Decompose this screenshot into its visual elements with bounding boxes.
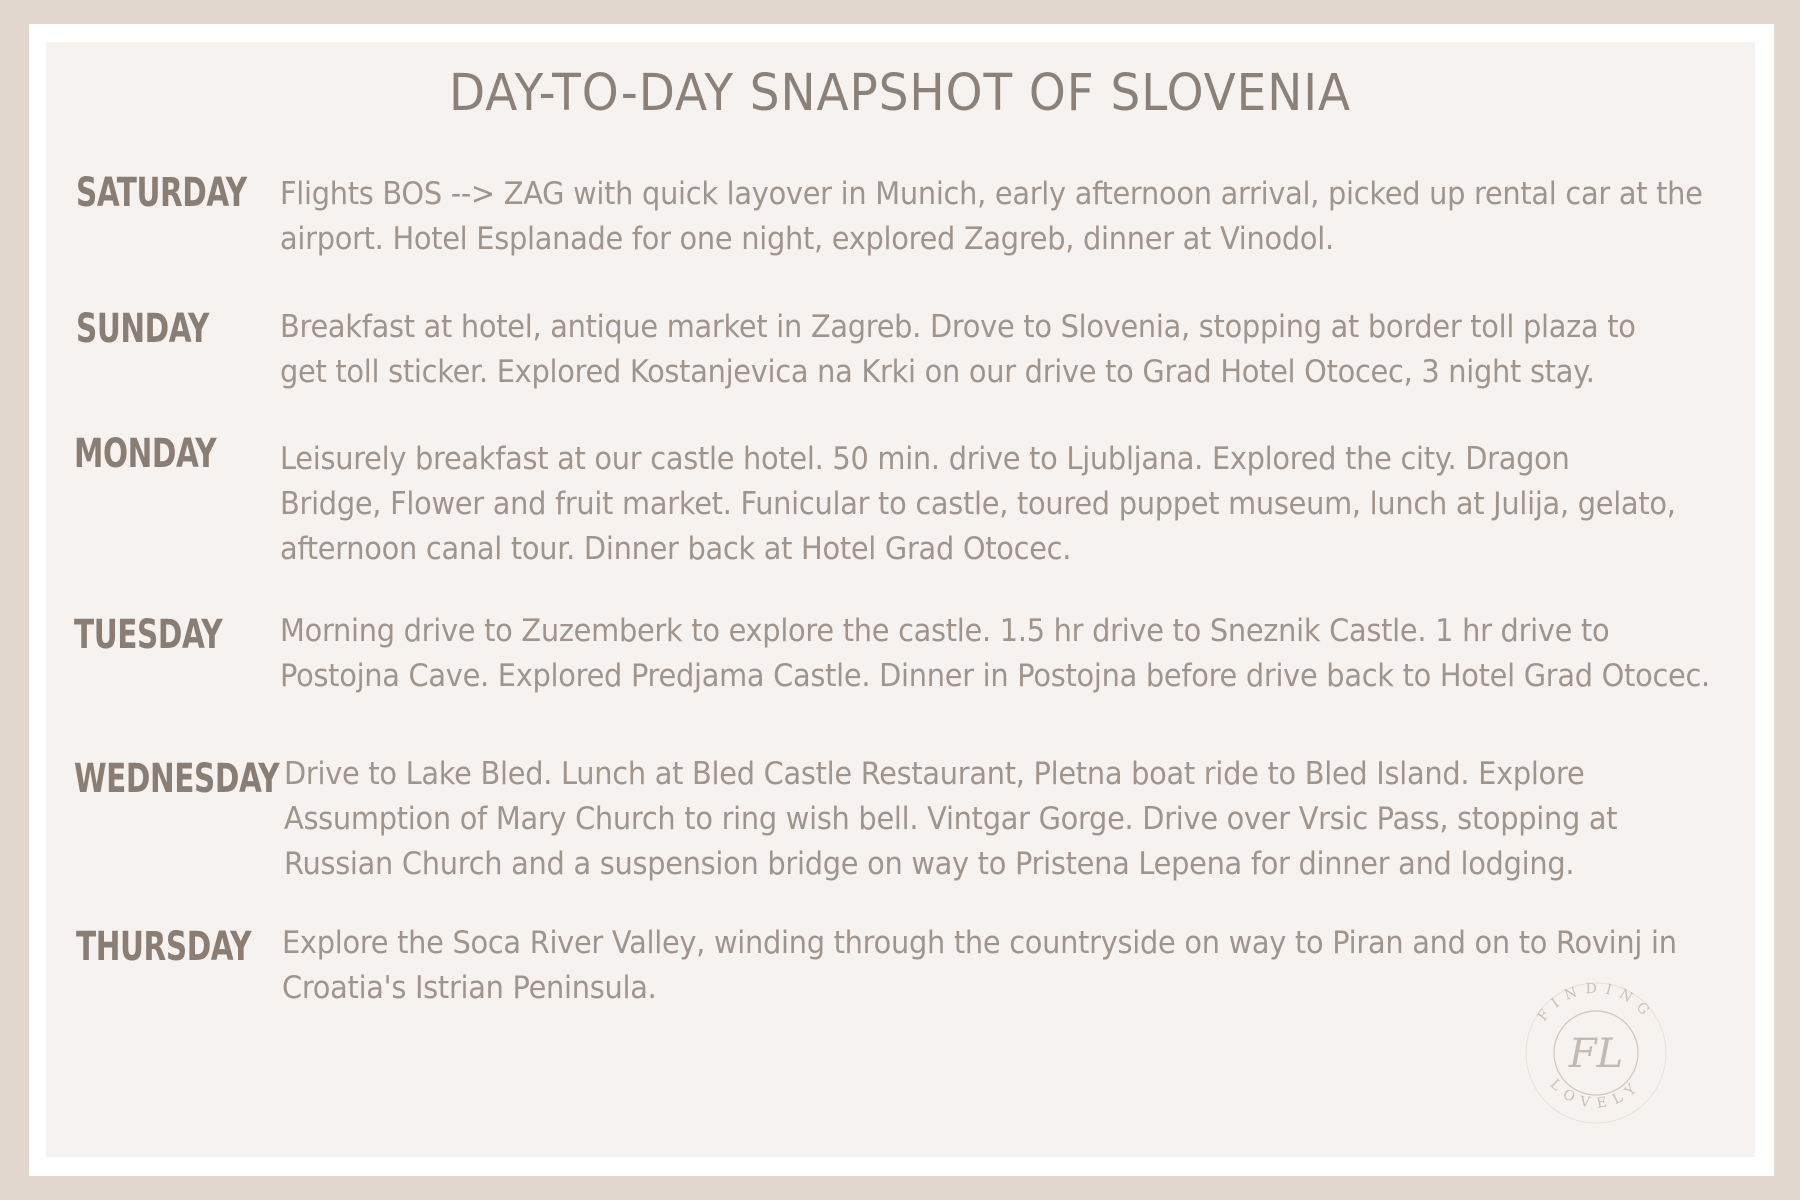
finding-lovely-logo [1518, 975, 1674, 1131]
logo-monogram: FL [1568, 1031, 1624, 1077]
day-text-line: Postojna Cave. Explored Predjama Castle. Dinner in Postojna before drive back to Hotel Grad Otocec. [280, 658, 1710, 694]
day-label-wednesday: WEDNESDAY [74, 756, 280, 802]
day-text-line: Russian Church and a suspension bridge on way to Pristena Lepena for dinner and lodging. [284, 846, 1575, 882]
day-text-line: Breakfast at hotel, antique market in Zagreb. Drove to Slovenia, stopping at border toll plaza to [280, 309, 1636, 345]
day-text-saturday [280, 172, 1703, 262]
day-text-line: Drive to Lake Bled. Lunch at Bled Castle Restaurant, Pletna boat ride to Bled Island. Explore [284, 756, 1585, 792]
day-text-sunday [280, 305, 1636, 395]
day-text-line: afternoon canal tour. Dinner back at Hotel Grad Otocec. [280, 531, 1072, 567]
day-label-sunday: SUNDAY [76, 306, 210, 352]
day-text-line: airport. Hotel Esplanade for one night, explored Zagreb, dinner at Vinodol. [280, 221, 1334, 257]
day-text-line: Morning drive to Zuzemberk to explore the castle. 1.5 hr drive to Sneznik Castle. 1 hr drive to [280, 613, 1610, 649]
page-title: DAY-TO-DAY SNAPSHOT OF SLOVENIA [449, 64, 1351, 123]
day-text-thursday [282, 921, 1677, 1011]
day-text-line: Leisurely breakfast at our castle hotel. 50 min. drive to Ljubljana. Explored the city. Dragon [280, 441, 1570, 477]
day-text-line: Croatia's Istrian Peninsula. [282, 970, 657, 1006]
day-text-line: Explore the Soca River Valley, winding through the countryside on way to Piran and on to Rovinj in [282, 925, 1677, 961]
day-label-thursday: THURSDAY [76, 924, 252, 970]
day-text-tuesday [280, 609, 1710, 699]
day-text-line: Flights BOS --> ZAG with quick layover in Munich, early afternoon arrival, picked up rental car at the [280, 176, 1703, 212]
day-text-monday [280, 437, 1676, 572]
logo-bottom-arc-text: LOVELY [1546, 1076, 1646, 1112]
day-label-saturday: SATURDAY [76, 170, 247, 216]
logo-top-arc-text: FINDING [1534, 980, 1658, 1025]
day-text-line: Assumption of Mary Church to ring wish bell. Vintgar Gorge. Drive over Vrsic Pass, stopping at [284, 801, 1618, 837]
day-label-monday: MONDAY [74, 431, 217, 477]
day-label-tuesday: TUESDAY [74, 612, 223, 658]
day-text-wednesday [284, 752, 1617, 887]
day-text-line: Bridge, Flower and fruit market. Funicular to castle, toured puppet museum, lunch at Julija, gelato, [280, 486, 1676, 522]
day-text-line: get toll sticker. Explored Kostanjevica na Krki on our drive to Grad Hotel Otocec, 3 night stay. [280, 354, 1595, 390]
